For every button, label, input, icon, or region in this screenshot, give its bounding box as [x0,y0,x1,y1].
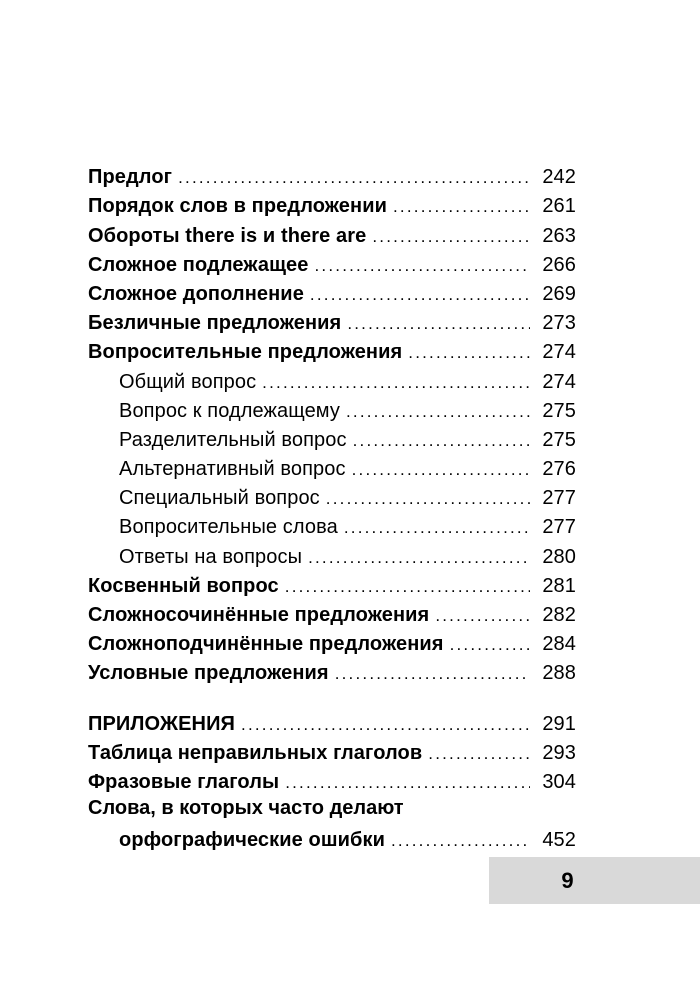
dot-leader [346,400,530,423]
toc-entry-page: 274 [542,341,576,364]
dot-leader [310,283,530,306]
toc-entry-page: 288 [542,662,576,685]
toc-entry-title: Вопросительные предложения [88,341,403,364]
dot-leader [285,771,530,794]
toc-entry-page: 293 [542,741,576,764]
toc-entry[interactable] [88,248,576,277]
dot-leader [347,312,530,335]
toc-entry-page: 282 [542,604,576,626]
toc-entry-page: 274 [542,370,576,393]
dot-leader [326,487,530,510]
dot-leader [435,604,530,627]
dot-leader [335,662,530,685]
toc-entry-title: Сложноподчинённые предложения [88,633,444,656]
toc-entry-title: Вопросительные слова [119,516,338,539]
toc-entry-page: 277 [542,516,576,539]
toc-entry[interactable] [88,277,576,306]
dot-leader [391,829,530,852]
toc-entry-page: 284 [542,633,576,656]
toc-entry-page: 291 [542,712,576,735]
toc-entry-page: 266 [542,253,576,276]
toc-entry-multiline[interactable] [88,794,576,852]
page-number: 9 [561,867,574,893]
toc-entry-title: Таблица неправильных глаголов [88,741,423,764]
toc-entry-page: 277 [542,487,576,510]
toc-subentry[interactable] [88,394,576,423]
toc-entry-title: Порядок слов в предложении [88,195,387,218]
dot-leader [285,575,530,598]
dot-leader [315,254,531,277]
toc-entry[interactable] [88,335,576,364]
toc-entry-page: 304 [542,770,576,793]
toc-entry-line2 [88,823,576,852]
toc-subentry[interactable] [88,452,576,481]
toc-entry[interactable] [88,189,576,218]
toc-entry-title: Сложное дополнение [88,282,304,305]
toc-entry[interactable] [88,627,576,656]
section-gap [88,685,576,706]
dot-leader [344,516,530,539]
toc-entry-title: Предлог [88,166,173,189]
toc-entry-title: Сложное подлежащее [88,253,309,276]
dot-leader [353,429,530,452]
toc-entry-title: Специальный вопрос [119,487,320,510]
dot-leader [241,713,530,736]
page-number-tab [489,857,700,904]
toc-entry-title: Условные предложения [88,662,329,685]
toc-subentry[interactable] [88,539,576,568]
table-of-contents [88,160,576,852]
dot-leader [178,166,530,189]
toc-entry-title: Альтернативный вопрос [119,458,346,481]
toc-entry-page: 280 [542,545,576,568]
dot-leader [408,341,530,364]
toc-entry-title: Косвенный вопрос [88,574,279,597]
toc-entry-page: 269 [542,282,576,305]
dot-leader [352,458,530,481]
toc-subentry[interactable] [88,510,576,539]
toc-entry[interactable] [88,598,576,627]
toc-entry[interactable] [88,736,576,765]
dot-leader [428,742,530,765]
toc-entry[interactable] [88,765,576,794]
dot-leader [393,195,530,218]
toc-entry-title: Безличные предложения [88,312,342,335]
toc-entry-page: 263 [542,224,576,247]
toc-subentry[interactable] [88,364,576,393]
toc-appendix-section [88,706,576,794]
toc-entry-page: 276 [542,458,576,481]
toc-entry-title: Обороты there is и there are [88,224,367,247]
toc-entry-title: Сложносочинённые предложения [88,604,430,626]
toc-subentry[interactable] [88,481,576,510]
toc-entry-title-line2: орфографические ошибки [119,829,385,852]
toc-entry-title: Разделительный вопрос [119,428,347,451]
toc-entry-page: 261 [542,195,576,218]
dot-leader [262,371,530,394]
toc-entry[interactable] [88,160,576,189]
toc-entry-title: Вопрос к подлежащему [119,399,340,422]
toc-entry-page: 242 [542,166,576,189]
toc-entry-title: Фразовые глаголы [88,770,280,793]
toc-entry-title: Ответы на вопросы [119,545,303,568]
toc-entry[interactable] [88,306,576,335]
toc-entry-page: 281 [542,574,576,597]
toc-entry-page: 275 [542,428,576,451]
toc-entry-title: ПРИЛОЖЕНИЯ [88,712,236,735]
dot-leader [372,225,530,248]
toc-entry[interactable] [88,656,576,685]
dot-leader [308,546,530,569]
toc-entry[interactable] [88,218,576,247]
toc-entry[interactable] [88,706,576,735]
toc-entry-page: 452 [542,829,576,852]
toc-entry-page: 275 [542,399,576,422]
toc-main-section [88,160,576,685]
toc-entry-title-line1: Слова, в которых часто делают [88,796,404,819]
toc-subentry[interactable] [88,423,576,452]
dot-leader [450,633,530,656]
toc-entry-page: 273 [542,312,576,335]
toc-entry[interactable] [88,569,576,598]
toc-entry-title: Общий вопрос [119,370,257,393]
